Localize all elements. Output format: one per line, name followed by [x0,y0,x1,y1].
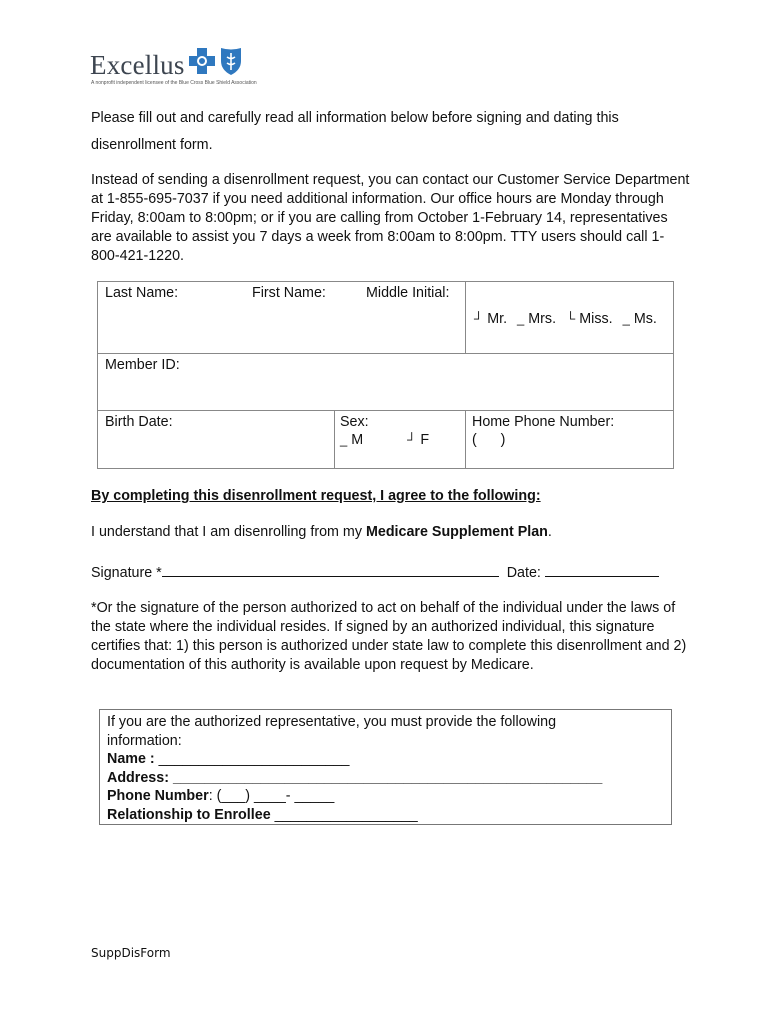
rep-phone-field[interactable]: : (___) ____- _____ [208,788,335,804]
statement-prefix: I understand that I am disenrolling from my [91,524,366,540]
rep-address-field[interactable]: ______________________________________________________ [172,769,603,786]
disenrollment-statement [91,523,552,542]
blue-cross-icon [188,47,216,75]
first-name-field[interactable]: First Name: [252,285,326,301]
rep-relationship-row[interactable] [107,806,607,825]
sex-options [340,431,429,449]
sex-label: Sex: [340,414,369,430]
rep-name-row[interactable] [107,750,607,769]
rep-name-field[interactable]: ________________________ [158,751,350,767]
rep-name-label: Name : [107,751,155,767]
divider [334,410,335,468]
intro-instructions: Please fill out and carefully read all information below before signing and dating this disenrollment form. [91,110,619,153]
checkbox-mrs[interactable]: _ [517,311,525,326]
checkbox-miss[interactable]: └ [566,311,576,326]
plan-name: Medicare Supplement Plan [365,524,548,540]
customer-service-info: Instead of sending a disenrollment request, you can contact our Customer Service Department at 1-855-695-7037 if you need additional information. Our office hours are Monday through Friday, 8:00am to 8:00pm; or if you are calling from October 1-February 14, representatives are available to assist you 7 days a week from 8:00am to 8:00pm. TTY users should call 1-800-421-1220. [91,172,690,264]
birth-date-field[interactable]: Birth Date: [105,414,173,430]
title-miss-label: Miss. [579,311,613,327]
date-label: Date: [506,565,541,581]
member-id-field[interactable]: Member ID: [105,357,180,373]
title-options [474,310,657,328]
rep-relationship-label: Relationship to Enrollee [107,806,271,823]
date-field[interactable] [545,562,659,577]
form-id-footer: SuppDisForm [91,946,171,960]
checkbox-female[interactable]: ┘ [407,432,417,447]
authorization-note: *Or the signature of the person authorized to act on behalf of the individual under the laws of the state where the individual resides. If signed by an authorized individual, this signature certifies that: 1) this person is authorized under state law to complete this disenrollment and 2) documentation of this authority is available upon request by Medicare. [91,600,687,673]
rep-address-row[interactable] [107,769,607,788]
sex-m-label: M [351,432,364,448]
divider [98,410,673,411]
signature-label: Signature * [91,565,162,581]
member-info-table [97,281,674,469]
title-mrs-label: Mrs. [528,311,557,327]
statement-suffix: . [547,524,552,540]
divider [98,353,673,354]
authorized-representative-box [99,709,672,825]
rep-phone-row[interactable] [107,787,607,806]
checkbox-mr[interactable]: ┘ [474,311,484,326]
divider [465,282,466,353]
last-name-field[interactable]: Last Name: [105,285,179,301]
agreement-heading: By completing this disenrollment request, I agree to the following: [91,488,541,504]
title-mr-label: Mr. [487,311,508,327]
rep-address-label: Address: [107,769,169,786]
home-phone-field[interactable]: ( ) [472,432,506,448]
representative-intro: If you are the authorized representative, you must provide the following information: [107,714,557,749]
divider [465,410,466,468]
sex-f-label: F [420,432,430,448]
checkbox-ms[interactable]: _ [622,311,630,326]
checkbox-male[interactable]: _ [340,432,348,447]
rep-relationship-field[interactable]: __________________ [274,806,418,823]
home-phone-label: Home Phone Number: [472,414,615,430]
signature-row [91,562,659,583]
logo-tagline: A nonprofit independent licensee of the Blue Cross Blue Shield Association [91,80,257,86]
title-ms-label: Ms. [633,311,657,327]
logo-wordmark: Excellus [90,50,185,80]
rep-phone-label: Phone Number [107,788,209,804]
middle-initial-field[interactable]: Middle Initial: [366,285,450,301]
blue-shield-icon [219,46,243,76]
signature-field[interactable] [162,562,499,577]
